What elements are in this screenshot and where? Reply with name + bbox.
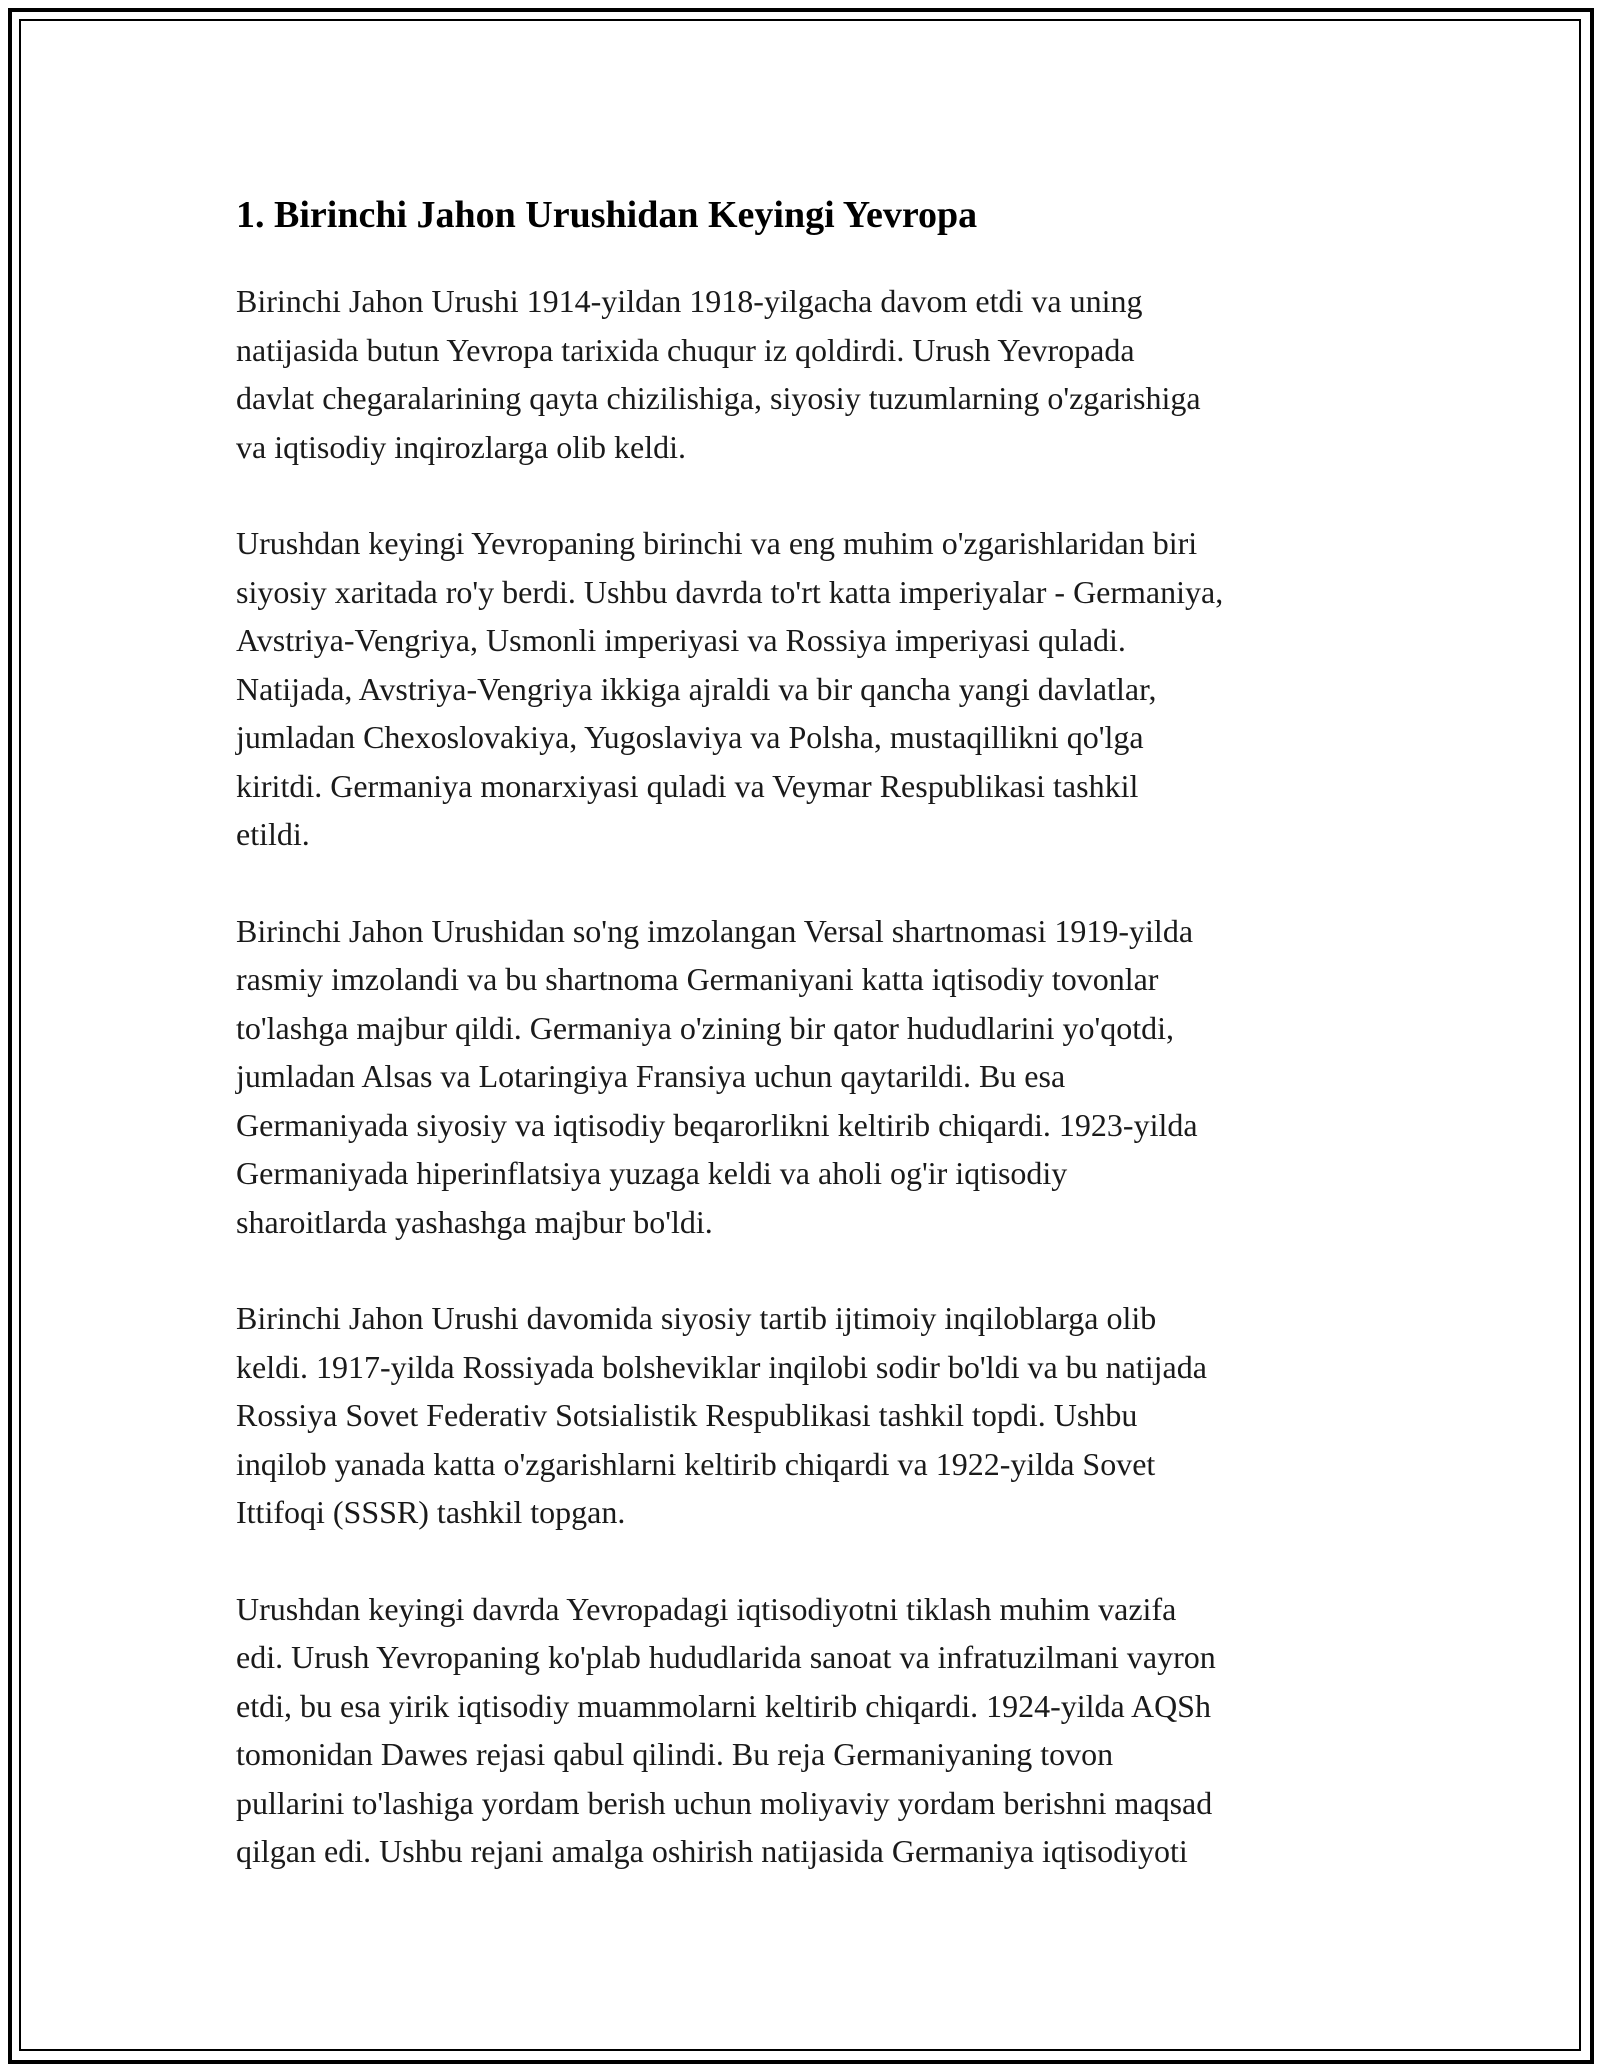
- text-line: Germaniyada siyosiy va iqtisodiy beqarorlikni keltirib chiqardi. 1923-yilda: [236, 1106, 1198, 1143]
- paragraph: [236, 519, 1386, 859]
- document-body: [236, 185, 1386, 1924]
- text-line: jumladan Alsas va Lotaringiya Fransiya uchun qaytarildi. Bu esa: [236, 1058, 1066, 1094]
- text-line: Natijada, Avstriya-Vengriya ikkiga ajraldi va bir qancha yangi davlatlar,: [236, 670, 1157, 707]
- text-line: siyosiy xaritada ro'y berdi. Ushbu davrda to'rt katta imperiyalar - Germaniya,: [236, 573, 1224, 610]
- text-line: Birinchi Jahon Urushi davomida siyosiy tartib ijtimoiy inqiloblarga olib: [236, 1300, 1157, 1336]
- text-line: davlat chegaralarining qayta chizilishiga, siyosiy tuzumlarning o'zgarishiga: [236, 380, 1201, 416]
- text-line: sharoitlarda yashashga majbur bo'ldi.: [236, 1203, 713, 1240]
- paragraph: [236, 907, 1386, 1247]
- text-line: tomonidan Dawes rejasi qabul qilindi. Bu reja Germaniyaning tovon: [236, 1736, 1114, 1772]
- text-line: etdi, bu esa yirik iqtisodiy muammolarni keltirib chiqardi. 1924-yilda AQSh: [236, 1687, 1211, 1724]
- paragraph-list: [236, 277, 1386, 1876]
- text-line: qilgan edi. Ushbu rejani amalga oshirish natijasida Germaniya iqtisodiyoti: [236, 1833, 1188, 1869]
- section-heading: 1. Birinchi Jahon Urushidan Keyingi Yevropa: [236, 194, 978, 236]
- text-line: pullarini to'lashiga yordam berish uchun moliyaviy yordam berishni maqsad: [236, 1784, 1213, 1821]
- text-line: kiritdi. Germaniya monarxiyasi quladi va Veymar Respublikasi tashkil: [236, 767, 1139, 804]
- text-line: Birinchi Jahon Urushidan so'ng imzolangan Versal shartnomasi 1919-yilda: [236, 912, 1194, 949]
- text-line: Rossiya Sovet Federativ Sotsialistik Respublikasi tashkil topdi. Ushbu: [236, 1397, 1138, 1433]
- text-line: rasmiy imzolandi va bu shartnoma Germaniyani katta iqtisodiy tovonlar: [236, 961, 1159, 997]
- text-line: Avstriya-Vengriya, Usmonli imperiyasi va Rossiya imperiyasi quladi.: [236, 622, 1126, 658]
- text-line: Birinchi Jahon Urushi 1914-yildan 1918-yilgacha davom etdi va uning: [236, 283, 1143, 319]
- text-line: va iqtisodiy inqirozlarga olib keldi.: [236, 428, 686, 465]
- text-line: etildi.: [236, 816, 310, 852]
- paragraph: [236, 1294, 1386, 1537]
- text-line: inqilob yanada katta o'zgarishlarni keltirib chiqardi va 1922-yilda Sovet: [236, 1445, 1156, 1482]
- text-line: Urushdan keyingi Yevropaning birinchi va eng muhim o'zgarishlaridan biri: [236, 525, 1198, 561]
- paragraph: [236, 277, 1386, 471]
- paragraph: [236, 1585, 1386, 1876]
- text-line: Germaniyada hiperinflatsiya yuzaga keldi va aholi og'ir iqtisodiy: [236, 1155, 1068, 1191]
- text-line: Ittifoqi (SSSR) tashkil topgan.: [236, 1494, 626, 1530]
- text-line: to'lashga majbur qildi. Germaniya o'zining bir qator hududlarini yo'qotdi,: [236, 1009, 1174, 1046]
- text-line: edi. Urush Yevropaning ko'plab hududlarida sanoat va infratuzilmani vayron: [236, 1639, 1216, 1675]
- text-line: jumladan Chexoslovakiya, Yugoslaviya va Polsha, mustaqillikni qo'lga: [236, 719, 1144, 755]
- text-line: Urushdan keyingi davrda Yevropadagi iqtisodiyotni tiklash muhim vazifa: [236, 1590, 1177, 1627]
- text-line: natijasida butun Yevropa tarixida chuqur iz qoldirdi. Urush Yevropada: [236, 331, 1135, 368]
- text-line: keldi. 1917-yilda Rossiyada bolsheviklar inqilobi sodir bo'ldi va bu natijada: [236, 1348, 1207, 1385]
